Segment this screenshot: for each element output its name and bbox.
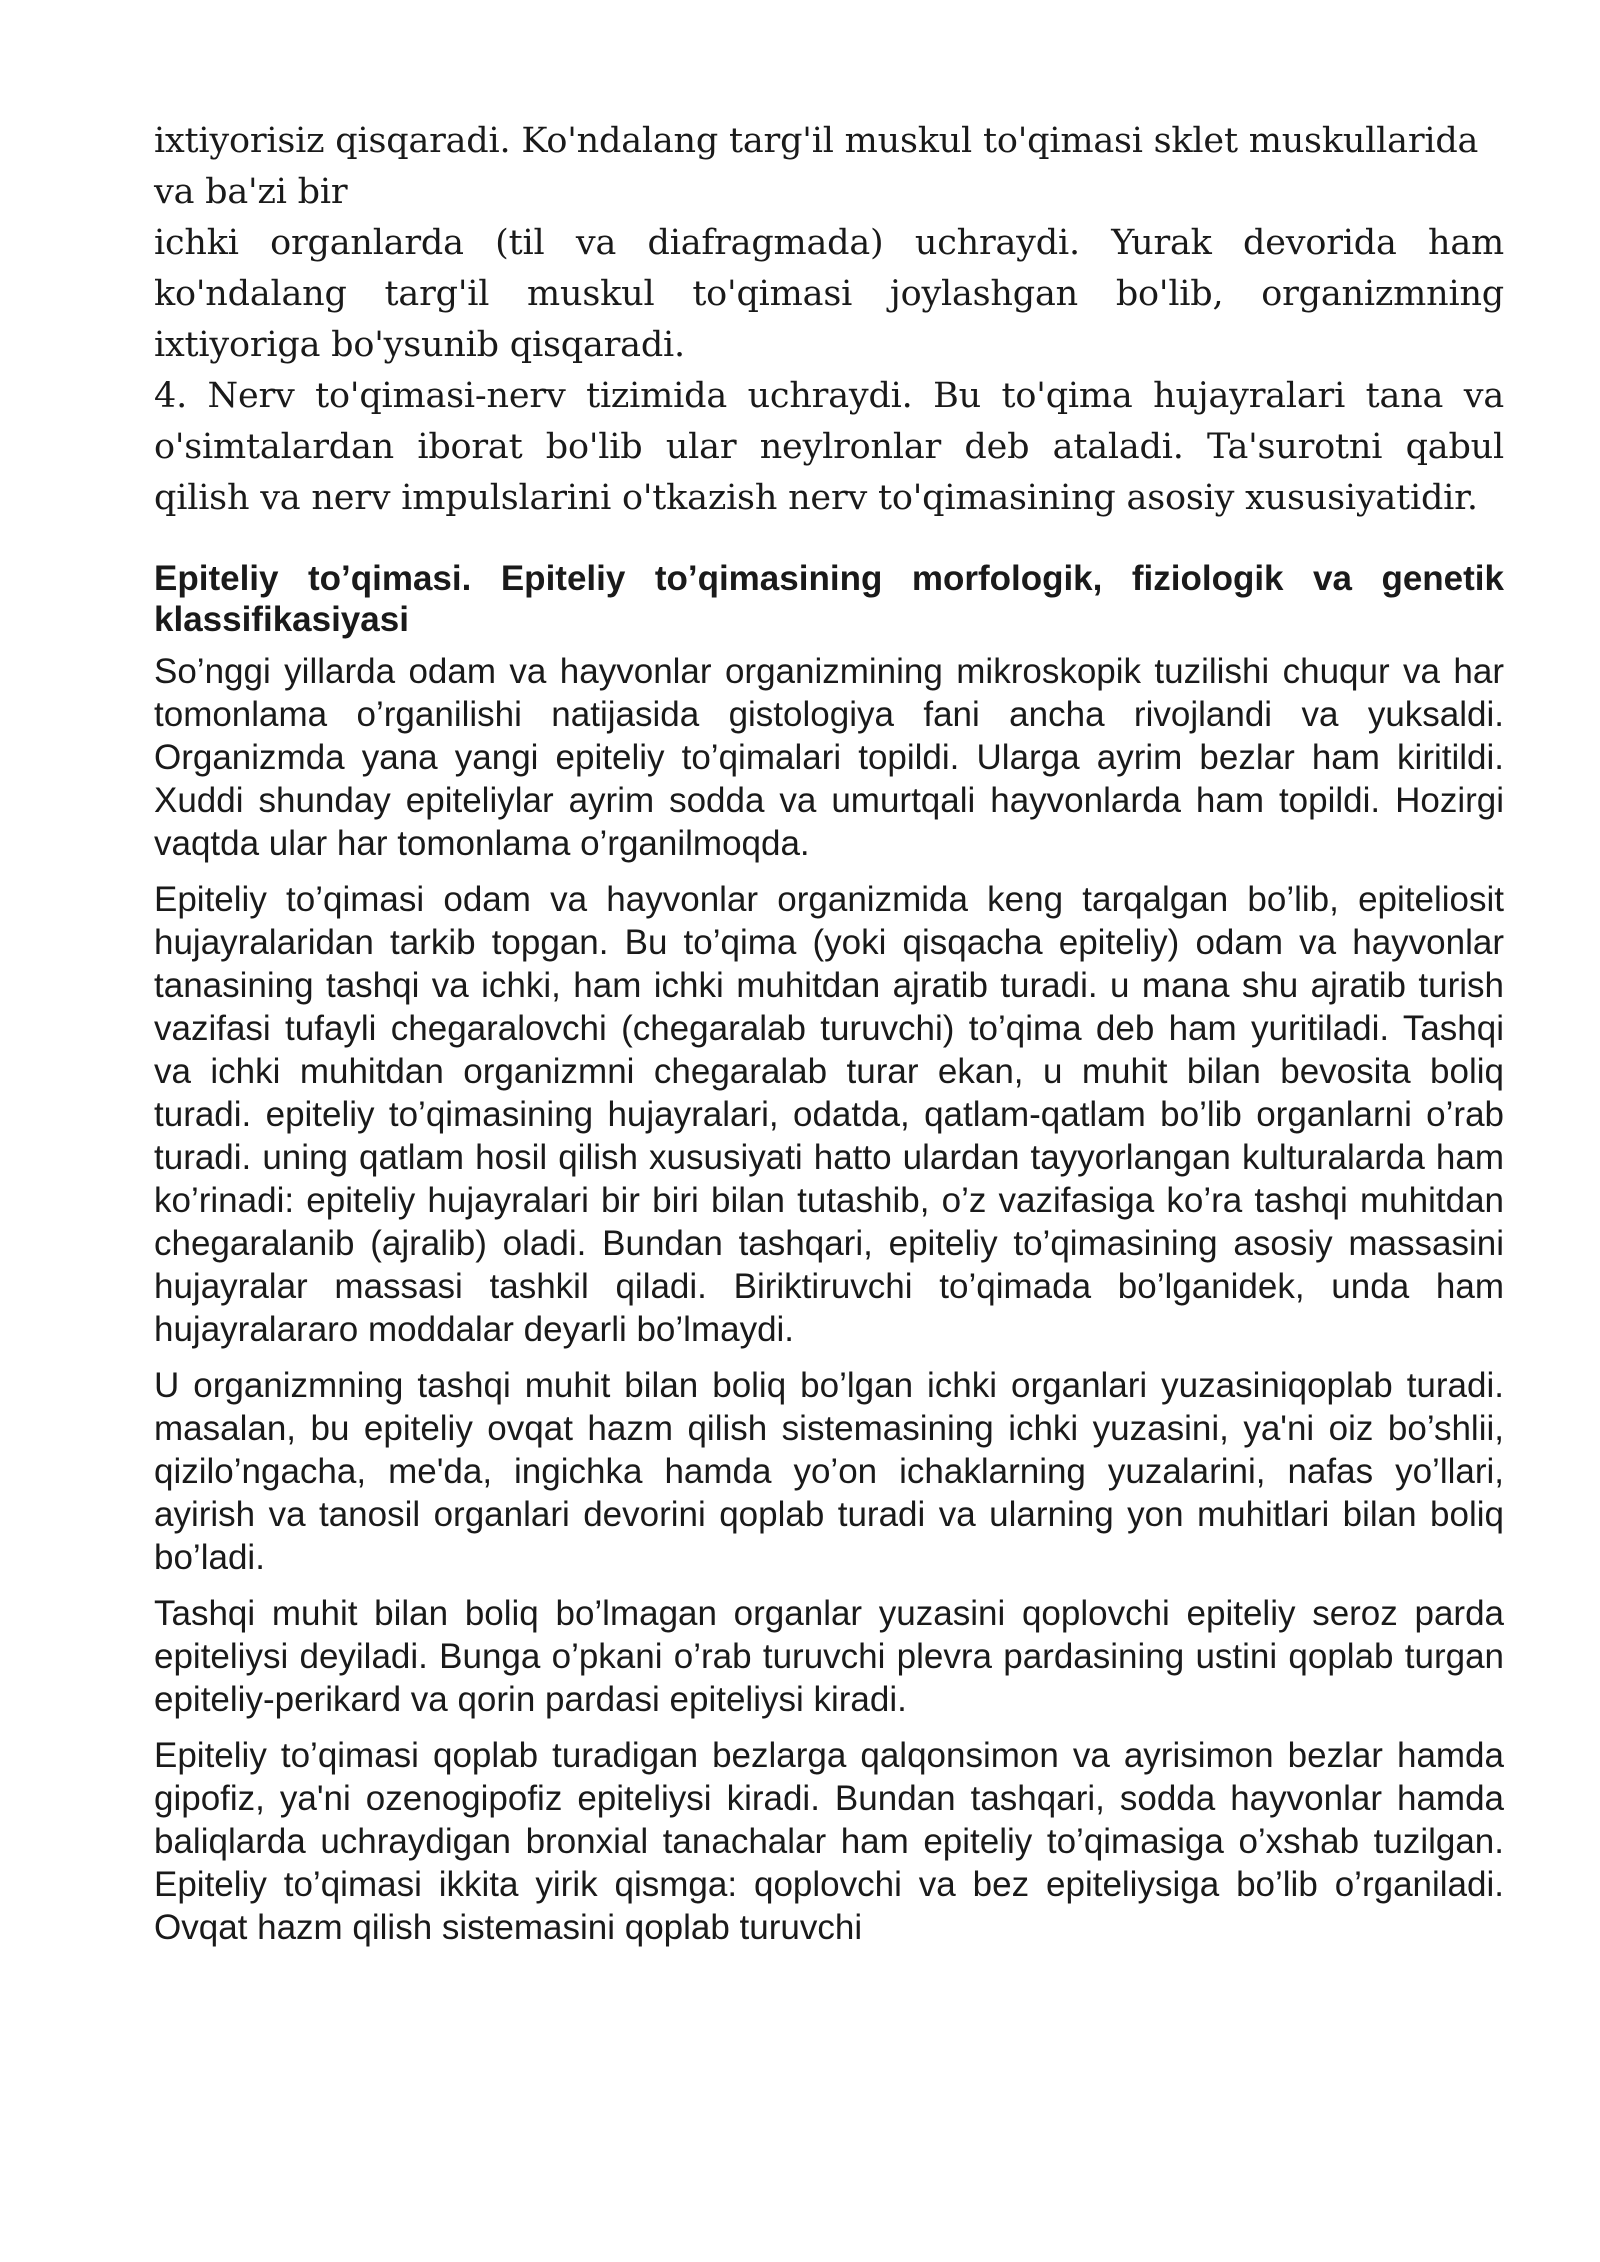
paragraph: ichki organlarda (til va diafragmada) uchraydi. Yurak devorida ham ko'ndalang targ'il muskul to'qimasi joylashgan bo'lib, organizmning ixtiyoriga bo'ysunib qisqaradi. <box>154 223 1504 365</box>
document-page <box>154 116 1504 1962</box>
section-heading: Epiteliy to’qimasi. Epiteliy to’qimasining morfologik, fiziologik va genetik klassifikasiyasi <box>154 559 1504 639</box>
section-body <box>154 650 1504 1949</box>
paragraph: Epiteliy to’qimasi odam va hayvonlar organizmida keng tarqalgan bo’lib, epiteliosit hujayralaridan tarkib topgan. Bu to’qima (yoki qisqacha epiteliy) odam va hayvonlar tanasining tashqi va ichki, ham ichki muhitdan ajratib turadi. u mana shu ajratib turish vazifasi tufayli chegaralovchi (chegaralab turuvchi) to’qima deb ham yuritiladi. Tashqi va ichki muhitdan organizmni chegaralab turar ekan, u muhit bilan bevosita boliq turadi. epiteliy to’qimasining hujayralari, odatda, qatlam-qatlam bo’lib organlarni o’rab turadi. uning qatlam hosil qilish xususiyati hatto ulardan tayyorlangan kulturalarda ham ko’rinadi: epiteliy hujayralari bir biri bilan tutashib, o’z vazifasiga ko’ra tashqi muhitdan chegaralanib (ajralib) oladi. Bundan tashqari, epiteliy to’qimasining asosiy massasini hujayralar massasi tashkil qiladi. Biriktiruvchi to’qimada bo’lganidek, unda ham hujayralararo moddalar deyarli bo’lmaydi. <box>154 880 1504 1349</box>
text-line: ixtiyorisiz qisqaradi. Ko'ndalang targ'il muskul to'qimasi sklet muskullarida va ba'zi bir <box>154 121 1479 212</box>
paragraph: Tashqi muhit bilan boliq bo’lmagan organlar yuzasini qoplovchi epiteliy seroz parda epiteliysi deyiladi. Bunga o’pkani o’rab turuvchi plevra pardasining ustini qoplab turgan epiteliy-perikard va qorin pardasi epiteliysi kiradi. <box>154 1594 1504 1719</box>
continued-text <box>154 116 1504 524</box>
paragraph: U organizmning tashqi muhit bilan boliq bo’lgan ichki organlari yuzasiniqoplab turadi. masalan, bu epiteliy ovqat hazm qilish sistemasining ichki yuzasini, ya'ni oiz bo’shlii, qizilo’ngacha, me'da, ingichka hamda yo’on ichaklarning yuzalarini, nafas yo’llari, ayirish va tanosil organlari devorini qoplab turadi va ularning yon muhitlari bilan boliq bo’ladi. <box>154 1366 1504 1577</box>
paragraph: 4. Nerv to'qimasi-nerv tizimida uchraydi. Bu to'qima hujayralari tana va o'simtalardan iborat bo'lib ular neylronlar deb ataladi. Ta'surotni qabul qilish va nerv impulslarini o'tkazish nerv to'qimasining asosiy xususiyatidir. <box>154 376 1504 518</box>
paragraph: So’nggi yillarda odam va hayvonlar organizmining mikroskopik tuzilishi chuqur va har tomonlama o’rganilishi natijasida gistologiya fani ancha rivojlandi va yuksaldi. Organizmda yana yangi epiteliy to’qimalari topildi. Ularga ayrim bezlar ham kiritildi. Xuddi shunday epiteliylar ayrim sodda va umurtqali hayvonlarda ham topildi. Hozirgi vaqtda ular har tomonlama o’rganilmoqda. <box>154 652 1504 863</box>
paragraph: Epiteliy to’qimasi qoplab turadigan bezlarga qalqonsimon va ayrisimon bezlar hamda gipofiz, ya'ni ozenogipofiz epiteliysi kiradi. Bundan tashqari, sodda hayvonlar hamda baliqlarda uchraydigan bronxial tanachalar ham epiteliy to’qimasiga o’xshab tuzilgan. Epiteliy to’qimasi ikkita yirik qismga: qoplovchi va bez epiteliysiga bo’lib o’rganiladi. Ovqat hazm qilish sistemasini qoplab turuvchi <box>154 1736 1504 1947</box>
